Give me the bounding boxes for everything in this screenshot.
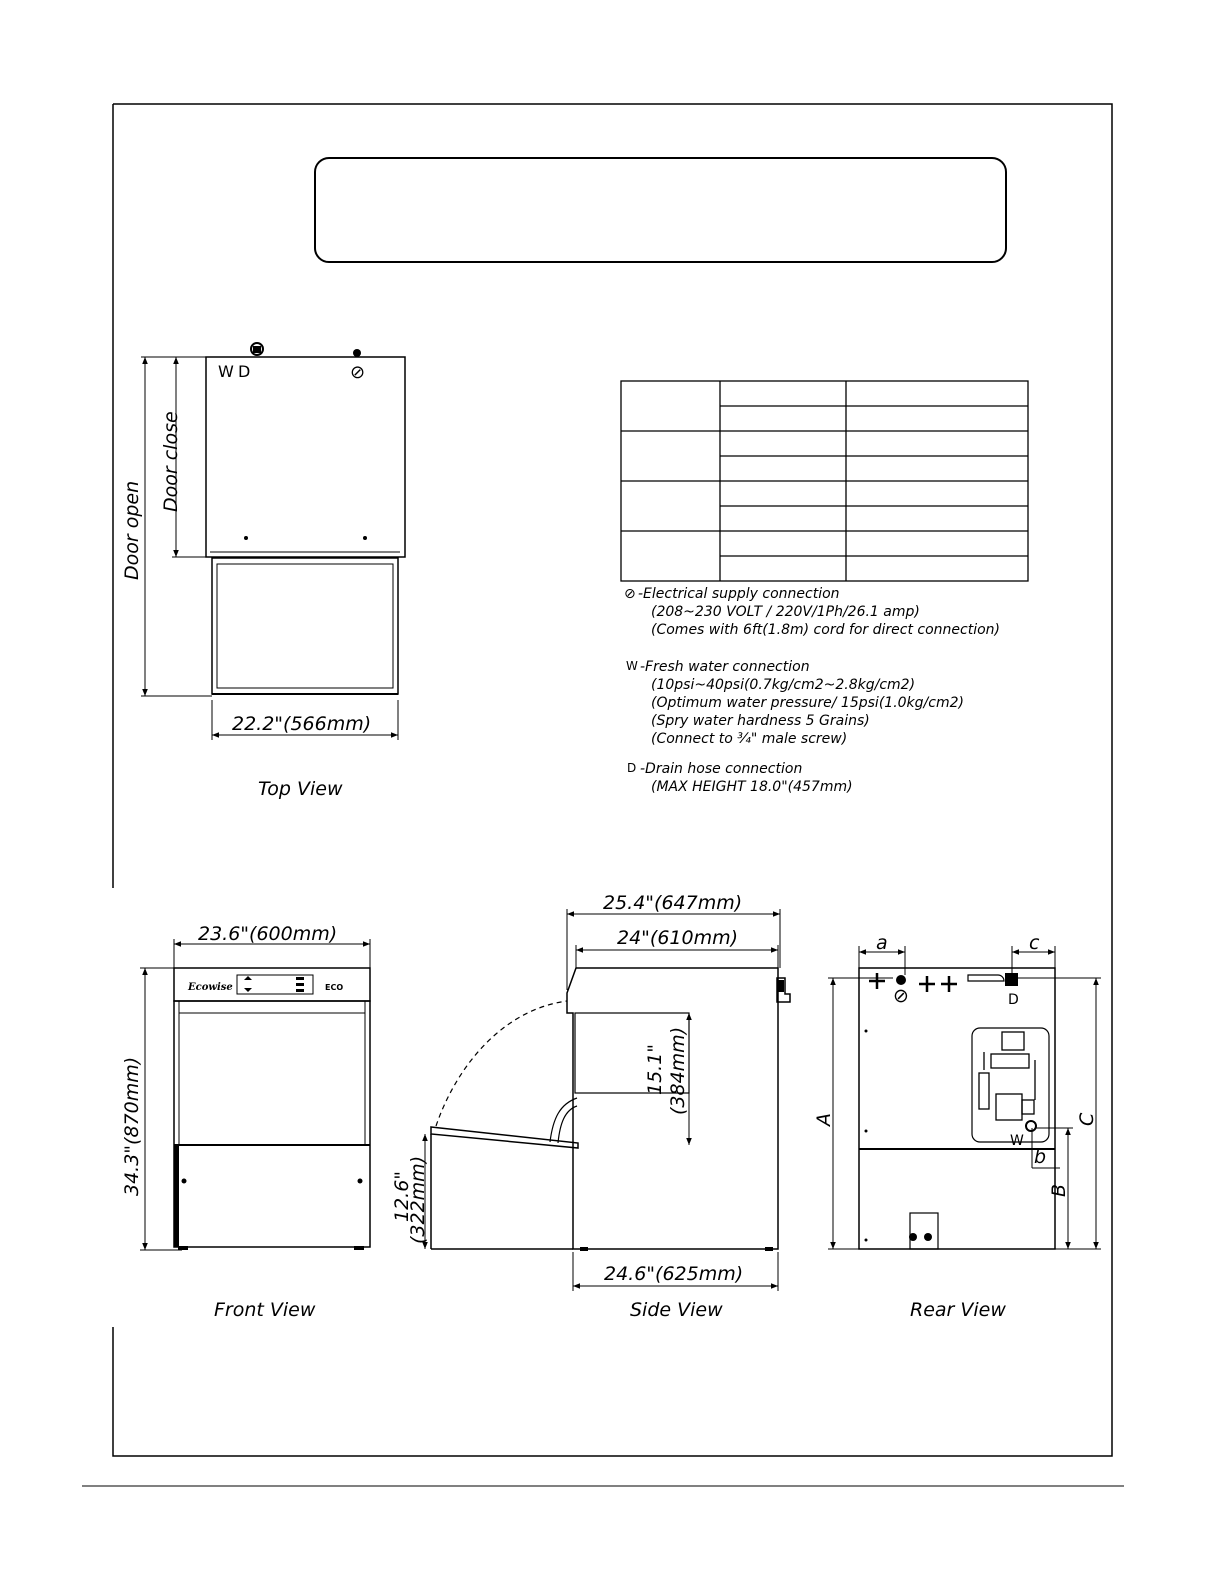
water-note-line: (10psi~40psi(0.7kg/cm2~2.8kg/cm2) (651, 677, 916, 693)
front-brand: Ecowise (188, 982, 233, 993)
connection-notes (624, 586, 1000, 795)
front-view (121, 923, 370, 1321)
electrical-note-symbol: ⊘ (624, 586, 636, 602)
front-view-caption: Front View (214, 1299, 316, 1321)
rear-view-caption: Rear View (910, 1299, 1006, 1321)
dim-front-height: 34.3"(870mm) (121, 1056, 143, 1196)
rear-label-a-large: A (813, 1113, 835, 1126)
dim-door-height-inches: 15.1" (644, 1043, 666, 1095)
dim-open-height-inches: 12.6" (391, 1170, 413, 1222)
dim-door-open: Door open (121, 480, 143, 580)
dim-door-close: Door close (160, 411, 182, 512)
electrical-note-line: (Comes with 6ft(1.8m) cord for direct connection) (651, 622, 1000, 638)
water-note-symbol: W (626, 659, 638, 673)
front-model: ECO (325, 983, 344, 992)
dim-overall-depth: 25.4"(647mm) (603, 892, 743, 914)
dimension-table (621, 381, 1028, 581)
top-view-electrical-symbol: ⊘ (350, 362, 366, 383)
drain-note-line: (MAX HEIGHT 18.0"(457mm) (651, 779, 853, 795)
top-view-label-w: W (218, 362, 234, 381)
rear-plus-markers (869, 973, 957, 992)
water-note-title: -Fresh water connection (640, 659, 810, 675)
top-view (121, 343, 405, 800)
electrical-note-title: -Electrical supply connection (638, 586, 840, 602)
valve-assembly-icon (979, 1032, 1035, 1120)
rear-label-w: W (1010, 1133, 1024, 1149)
water-note-line: (Optimum water pressure/ 15psi(1.0kg/cm2) (651, 695, 964, 711)
rear-label-b-small: b (1034, 1146, 1047, 1168)
rear-label-a: a (876, 932, 888, 954)
electrical-note-line: (208~230 VOLT / 220V/1Ph/26.1 amp) (651, 604, 920, 620)
top-view-caption: Top View (258, 778, 343, 800)
water-note-line: (Spry water hardness 5 Grains) (651, 713, 870, 729)
dim-open-height-mm: (322mm) (407, 1155, 429, 1244)
rear-view (813, 932, 1101, 1321)
drain-note-title: -Drain hose connection (640, 761, 803, 777)
side-view-caption: Side View (630, 1299, 723, 1321)
rear-label-c: c (1029, 932, 1040, 954)
rear-label-c-large: C (1076, 1112, 1098, 1126)
dim-front-width: 23.6"(600mm) (198, 923, 338, 945)
rear-electrical-symbol: ⊘ (893, 985, 909, 1007)
rear-label-b-large: B (1048, 1183, 1070, 1197)
page-frame (82, 104, 1124, 1486)
water-note-line: (Connect to ¾" male screw) (651, 731, 848, 747)
dim-door-height-mm: (384mm) (667, 1026, 689, 1115)
top-view-label-d: D (238, 362, 251, 381)
drain-note-symbol: D (627, 761, 637, 775)
control-panel-icon (244, 976, 304, 992)
dim-top-width: 22.2"(566mm) (232, 713, 372, 735)
dim-base-depth: 24.6"(625mm) (604, 1263, 744, 1285)
side-view (391, 892, 790, 1321)
dim-top-depth: 24"(610mm) (617, 927, 739, 949)
rear-label-d: D (1008, 992, 1019, 1008)
